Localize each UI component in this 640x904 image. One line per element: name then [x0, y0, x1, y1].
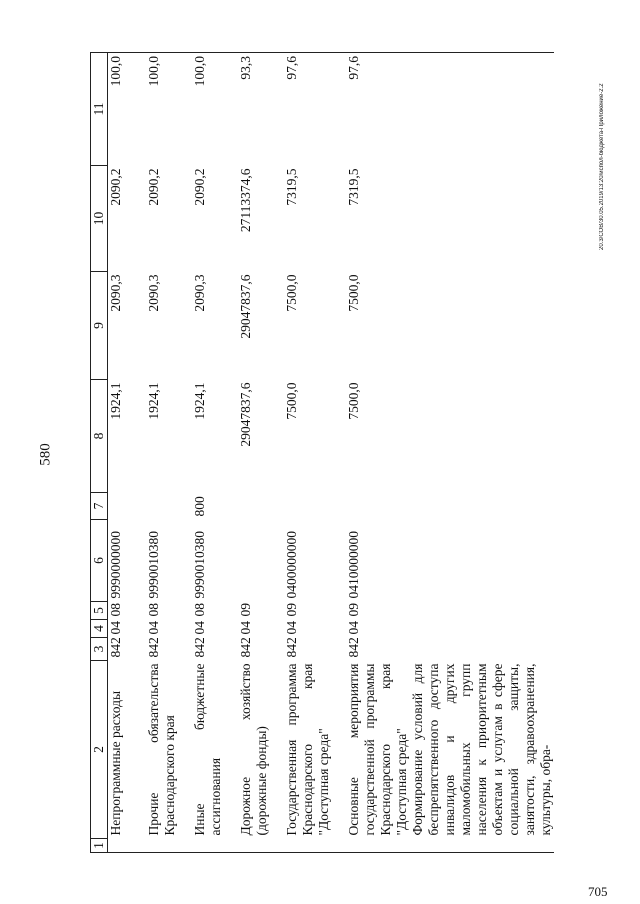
header-cell: 3 — [91, 638, 108, 661]
header-cell: 6 — [91, 520, 108, 602]
header-cell: 10 — [91, 166, 108, 272]
table-cell-c11 — [410, 53, 554, 166]
table-cell-c6: 9990000000 — [108, 531, 123, 599]
footer-number: 705 — [588, 884, 608, 899]
table-cell-c8 — [410, 380, 554, 493]
table-row — [108, 53, 146, 853]
table-cell-c6: 0410000000 — [345, 531, 361, 599]
table-cell-c9: 7500,0 — [283, 274, 299, 312]
table-cell-c10: 27113374,6 — [237, 168, 253, 233]
table-cell-c7 — [238, 493, 284, 520]
table-cell-c7 — [410, 493, 554, 520]
table-cell-c9: 2090,3 — [145, 274, 161, 312]
table-cell-c6 — [410, 520, 554, 602]
table-cell-c2: Прочие обязательства Краснодарского края — [145, 663, 177, 836]
table-cell-c4 — [410, 620, 554, 638]
table-cell-c2: Дорожное хозяйство (дорожные фонды) — [237, 663, 269, 836]
table-cell-c1 — [238, 839, 284, 853]
table-cell-c6: 9990010380 — [145, 531, 161, 599]
table-cell-c1 — [108, 839, 146, 853]
table-cell-c3: 842 — [283, 637, 299, 658]
table-cell-c7 — [284, 493, 346, 520]
header-cell: 4 — [91, 620, 108, 638]
header-cell: 8 — [91, 380, 108, 493]
table-cell-c6 — [238, 520, 284, 602]
budget-table-wrapper — [90, 53, 571, 853]
table-cell-c3: 842 — [345, 637, 361, 658]
table-cell-c11: 97,6 — [346, 53, 410, 166]
table-cell-c8: 1924,1 — [108, 382, 123, 420]
table-cell-c1 — [192, 839, 238, 853]
table-row — [284, 53, 346, 853]
table-cell-c11: 93,3 — [238, 53, 284, 166]
table-cell-c9: 7500,0 — [345, 274, 361, 312]
table-cell-c11: 100,0 — [192, 53, 238, 166]
table-cell-c3: 842 — [191, 637, 207, 658]
table-cell-c5: 09 — [283, 603, 299, 617]
table-row — [146, 53, 192, 853]
budget-table — [90, 52, 554, 853]
table-cell-c4: 04 — [237, 621, 253, 635]
header-cell: 2 — [91, 661, 108, 839]
table-cell-c4: 04 — [145, 621, 161, 635]
table-cell-c9: 29047837,6 — [237, 274, 253, 339]
table-cell-c7 — [146, 493, 192, 520]
table-cell-c2: Иные бюджетные ассигнования — [191, 663, 223, 836]
table-cell-c5: 08 — [145, 603, 161, 617]
table-cell-c8: 1924,1 — [145, 382, 161, 420]
table-cell-c4: 04 — [108, 621, 123, 635]
table-cell-c11: 97,6 — [284, 53, 346, 166]
table-cell-c2: Государственная программа Краснодарского края "Доступная среда" — [283, 663, 331, 836]
table-cell-c7 — [346, 493, 410, 520]
table-cell-c8: 1924,1 — [191, 382, 207, 420]
table-cell-c1 — [284, 839, 346, 853]
header-cell: 9 — [91, 272, 108, 380]
table-cell-c8: 7500,0 — [283, 382, 299, 420]
table-cell-c4: 04 — [191, 621, 207, 635]
table-cell-c9: 2090,3 — [108, 274, 123, 312]
table-row — [238, 53, 284, 853]
header-row — [91, 53, 108, 853]
table-row — [346, 53, 410, 853]
table-cell-c6: 0400000000 — [283, 531, 299, 599]
table-cell-c3 — [410, 638, 554, 661]
table-cell-c7: 800 — [191, 496, 207, 517]
table-cell-c3: 842 — [237, 637, 253, 658]
table-cell-c2: Формирование условий для беспрепятственного доступа инвалидов и других маломобильных групп населения к приоритетным объектам и услугам в сфере социальной защиты, занятости, здравоохранения, культуры, обра- — [409, 663, 553, 836]
table-cell-c11: 100,0 — [146, 53, 192, 166]
table-cell-c5 — [410, 602, 554, 620]
table-cell-c4: 04 — [283, 621, 299, 635]
table-cell-c6: 9990010380 — [191, 531, 207, 599]
table-cell-c8: 29047837,6 — [237, 382, 253, 447]
table-cell-c2: Основные мероприятия государственной программы Краснодарского края "Доступная среда" — [345, 663, 409, 836]
side-reference: 20.3/СОВ/30.05.2019/13:20/испол-бюджета-Приложение-2.2 — [599, 83, 605, 250]
table-cell-c11: 100,0 — [108, 53, 146, 166]
table-cell-c10: 2090,2 — [191, 168, 207, 206]
table-cell-c2: Непрограммные расходы — [108, 690, 123, 836]
header-cell: 1 — [91, 839, 108, 853]
table-cell-c10: 7319,5 — [283, 168, 299, 206]
table-cell-c10: 7319,5 — [345, 168, 361, 206]
table-row — [410, 53, 554, 853]
table-cell-c3: 842 — [145, 637, 161, 658]
table-cell-c1 — [346, 839, 410, 853]
page-number: 580 — [37, 443, 54, 466]
table-row — [192, 53, 238, 853]
table-cell-c10: 2090,2 — [145, 168, 161, 206]
table-cell-c1 — [410, 839, 554, 853]
table-cell-c10 — [410, 166, 554, 272]
header-cell: 5 — [91, 602, 108, 620]
table-cell-c4: 04 — [345, 621, 361, 635]
header-cell: 7 — [91, 493, 108, 520]
table-cell-c5: 09 — [237, 603, 253, 617]
table-cell-c3: 842 — [108, 637, 123, 658]
table-cell-c5: 08 — [191, 603, 207, 617]
table-cell-c9 — [410, 272, 554, 380]
table-cell-c7 — [108, 493, 146, 520]
table-cell-c10: 2090,2 — [108, 168, 123, 206]
table-cell-c8: 7500,0 — [345, 382, 361, 420]
header-cell: 11 — [91, 53, 108, 166]
table-cell-c1 — [146, 839, 192, 853]
table-cell-c5: 08 — [108, 603, 123, 617]
table-cell-c5: 09 — [345, 603, 361, 617]
table-cell-c9: 2090,3 — [191, 274, 207, 312]
